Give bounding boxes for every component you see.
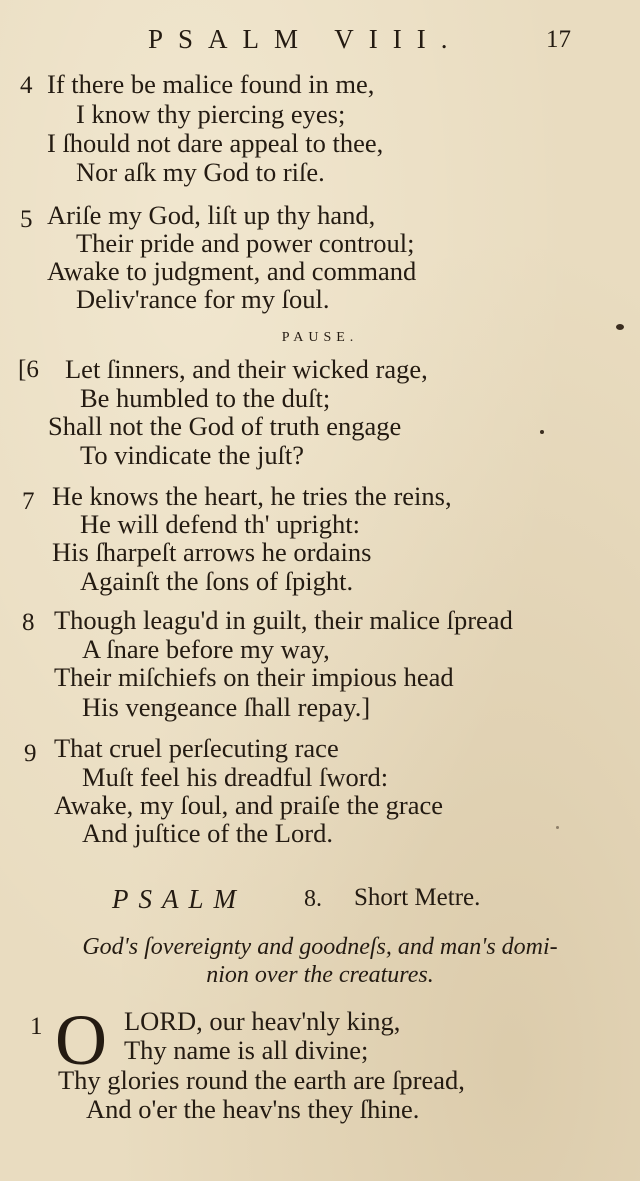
verse-line: Muſt feel his dreadful ſword: (82, 762, 389, 792)
stanza-number: 1 (30, 1013, 43, 1040)
ink-speck (556, 826, 559, 829)
stanza-number: 5 (20, 206, 33, 233)
verse-line: Their pride and power controul; (76, 228, 415, 258)
verse-line: He will defend th' upright: (80, 509, 361, 539)
verse-line: If there be malice found in me, (47, 69, 375, 99)
verse-line: Though leagu'd in guilt, their malice ſpread (54, 605, 513, 635)
verse-line: Ariſe my God, liſt up thy hand, (47, 200, 376, 230)
verse-line: That cruel perſecuting race (54, 733, 339, 763)
verse-line: LORD, our heav'nly king, (124, 1006, 401, 1036)
verse-line: Thy glories round the earth are ſpread, (58, 1065, 465, 1095)
stanza-number: 4 (20, 72, 33, 99)
drop-cap: O (55, 1000, 107, 1080)
verse-line: His ſharpeſt arrows he ordains (52, 537, 372, 567)
verse-line: Againſt the ſons of ſpight. (80, 566, 354, 596)
psalm-number: 8. (304, 886, 322, 912)
verse-line: His vengeance ſhall repay.] (82, 692, 371, 722)
verse-line: Nor aſk my God to riſe. (76, 157, 325, 187)
page-number: 17 (546, 26, 571, 53)
verse-line: Thy name is all divine; (124, 1035, 369, 1065)
ink-speck (616, 324, 624, 330)
verse-line: Be humbled to the duſt; (80, 383, 331, 413)
verse-line: To vindicate the juſt? (80, 440, 305, 470)
running-title: PSALM VIII. (148, 24, 463, 54)
verse-line: I ſhould not dare appeal to thee, (47, 128, 384, 158)
psalm-subtitle-line-2: nion over the creatures. (206, 962, 434, 988)
verse-line: Awake to judgment, and command (47, 256, 417, 286)
stanza-number: 7 (22, 488, 35, 515)
verse-line: And o'er the heav'ns they ſhine. (86, 1094, 420, 1124)
stanza-number: 9 (24, 740, 37, 767)
verse-line: I know thy piercing eyes; (76, 99, 346, 129)
ink-speck (540, 430, 544, 434)
verse-line: Let ſinners, and their wicked rage, (65, 354, 428, 384)
verse-line: He knows the heart, he tries the reins, (52, 481, 452, 511)
psalm-metre: Short Metre. (354, 884, 481, 911)
verse-line: Their miſchiefs on their impious head (54, 662, 454, 692)
verse-line: And juſtice of the Lord. (82, 818, 333, 848)
psalm-heading: PSALM (112, 884, 246, 914)
psalm-subtitle-line-1: God's ſovereignty and goodneſs, and man's domi- (82, 934, 558, 960)
page-header (0, 24, 640, 64)
verse-line: Deliv'rance for my ſoul. (76, 284, 330, 314)
verse-line: A ſnare before my way, (82, 634, 330, 664)
verse-line: Awake, my ſoul, and praiſe the grace (54, 790, 444, 820)
verse-line: Shall not the God of truth engage (48, 411, 402, 441)
stanza-number: 8 (22, 609, 35, 636)
stanza-number: [6 (18, 356, 39, 383)
pause-label: PAUSE. (281, 330, 359, 345)
